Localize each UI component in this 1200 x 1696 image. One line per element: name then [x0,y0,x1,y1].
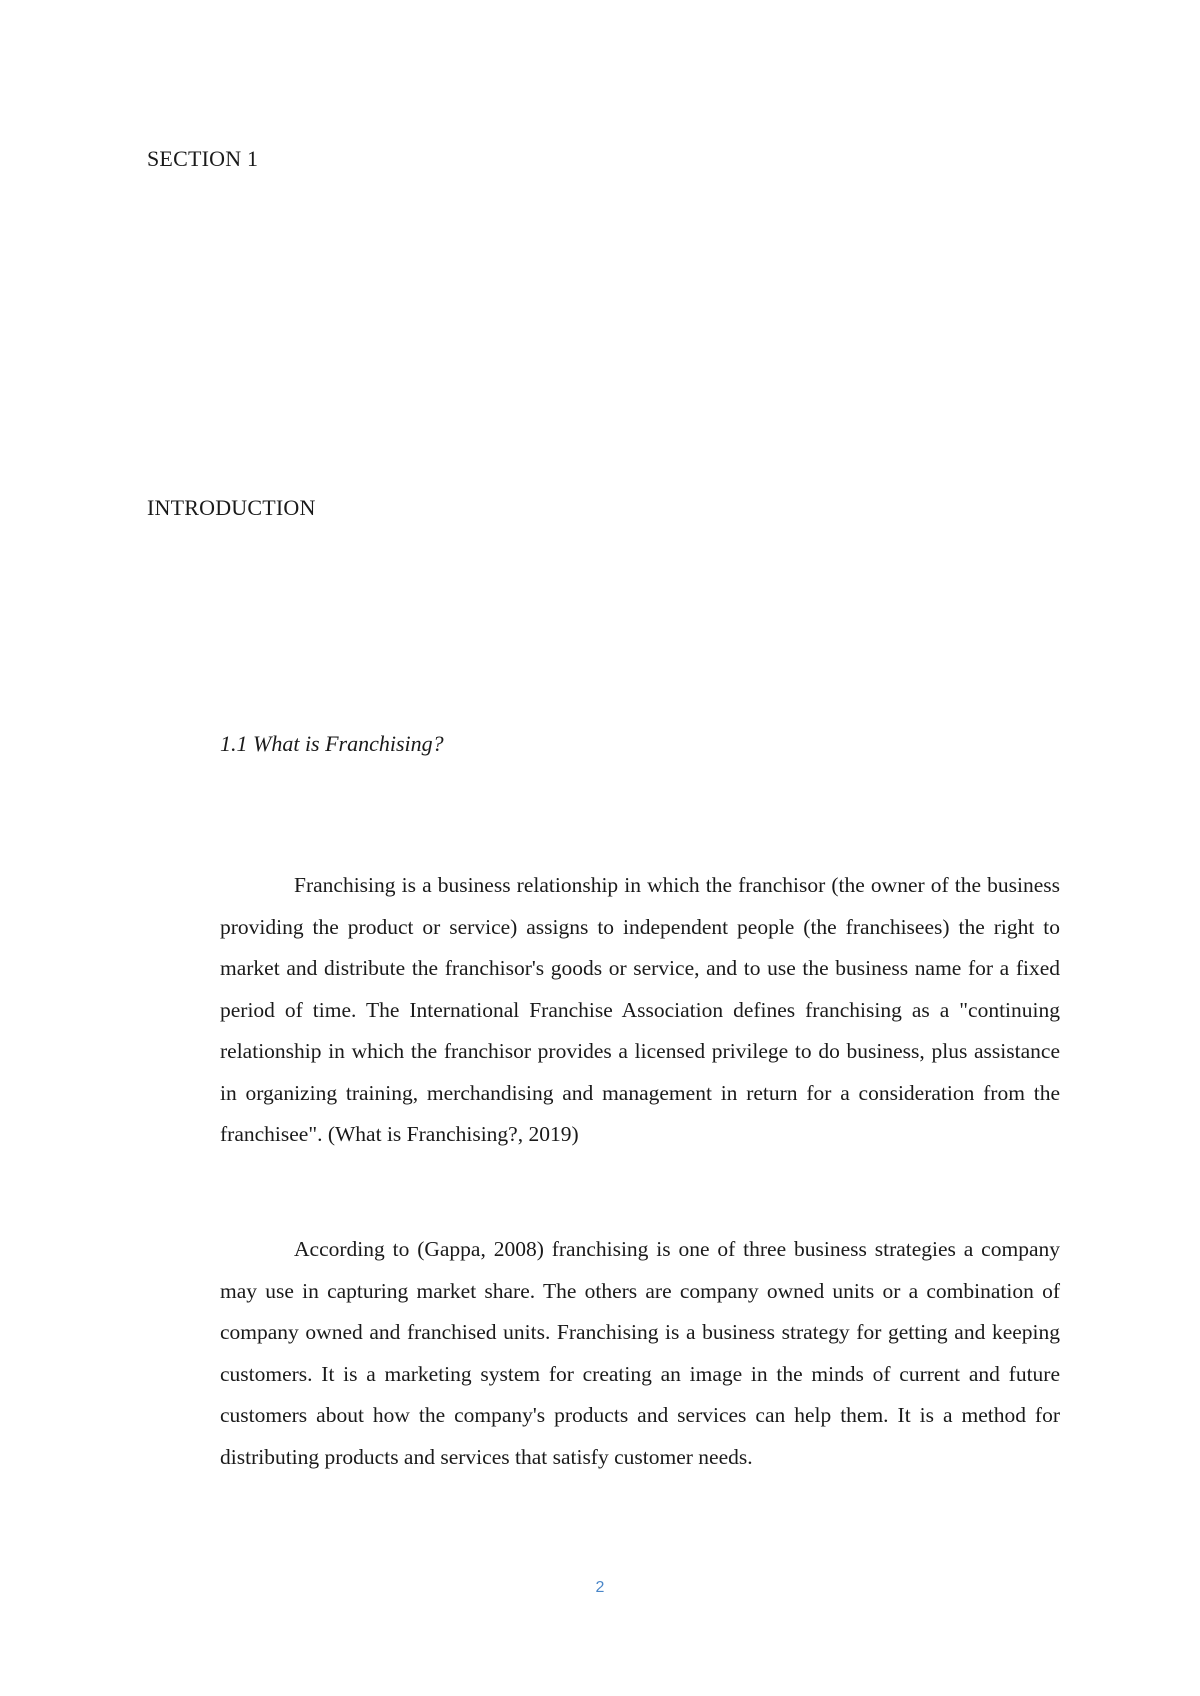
body-paragraph: Franchising is a business relationship in which the franchisor (the owner of the business providing the product or service) assigns to independent people (the franchisees) the right to market and distribute the franchisor's goods or service, and to use the business name for a fixed period of time. The International Franchise Association defines franchising as a "continuing relationship in which the franchisor provides a licensed privilege to do business, plus assistance in organizing training, merchandising and management in return for a consideration from the franchisee". (What is Franchising?, 2019) [220,873,1060,1146]
section-label: SECTION 1 [147,146,259,171]
body-paragraph: According to (Gappa, 2008) franchising is one of three business strategies a company may use in capturing market share. The others are company owned units or a combination of company owned and franchised units. Franchising is a business strategy for getting and keeping customers. It is a marketing system for creating an image in the minds of current and future customers about how the company's products and services can help them. It is a method for distributing products and services that satisfy customer needs. [220,1237,1060,1469]
page-number: 2 [595,1579,605,1596]
chapter-title: INTRODUCTION [147,495,316,520]
subsection-title: 1.1 What is Franchising? [220,731,444,756]
